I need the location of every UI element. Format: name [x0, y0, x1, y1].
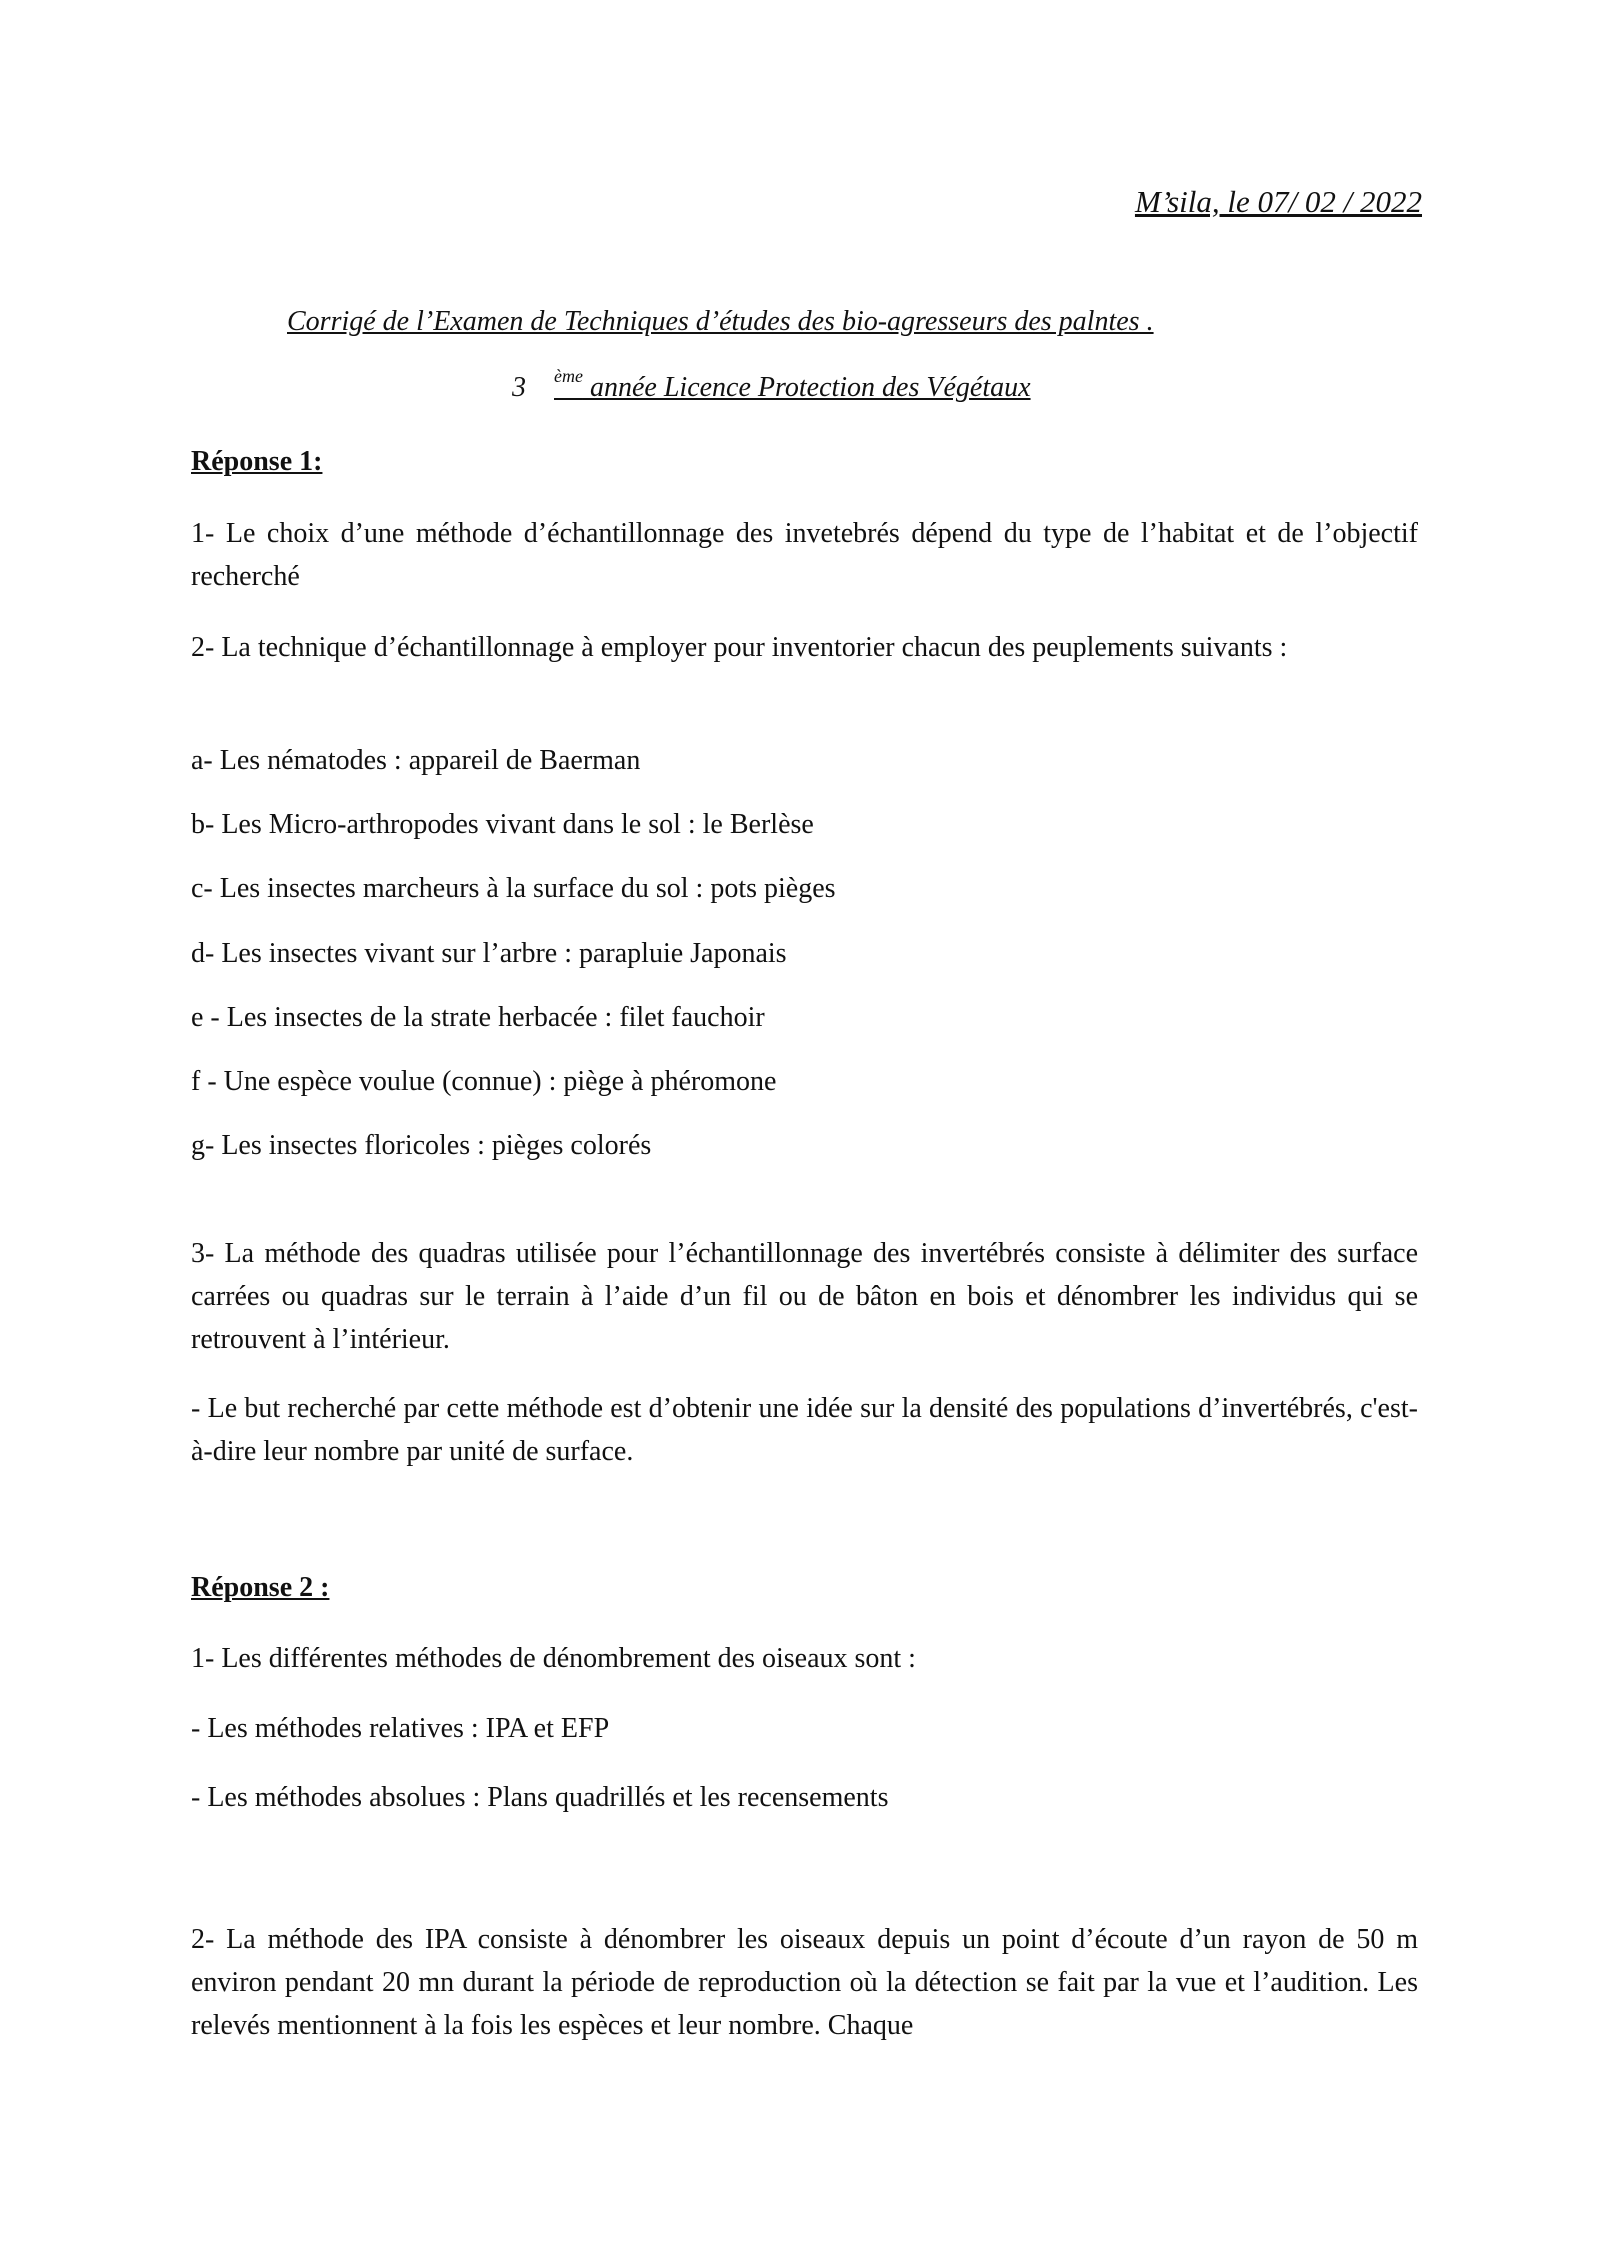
- list-item-d: d- Les insectes vivant sur l’arbre : parapluie Japonais: [191, 938, 787, 969]
- answer-1-paragraph-3: 3- La méthode des quadras utilisée pour l’échantillonnage des invertébrés consiste à délimiter des surface carrées ou quadras sur le terrain à l’aide d’un fil ou de bâton en bois et dénombrer les individus qui se retrouvent à l’intérieur.: [191, 1238, 1418, 1355]
- answer-2-paragraph-1: 1- Les différentes méthodes de dénombrement des oiseaux sont :: [191, 1643, 916, 1674]
- subtitle-year-number: 3: [512, 372, 526, 403]
- section-heading-reponse-1: Réponse 1:: [191, 446, 323, 477]
- answer-1-paragraph-4: - Le but recherché par cette méthode est d’obtenir une idée sur la densité des populations d’invertébrés, c'est-à-dire leur nombre par unité de surface.: [191, 1393, 1418, 1467]
- subtitle-program-text: année Licence Protection des Végétaux: [582, 372, 1031, 403]
- list-item-e: e - Les insectes de la strate herbacée : filet fauchoir: [191, 1002, 765, 1033]
- document-subtitle: [512, 366, 1031, 404]
- answer-1-paragraph-1: 1- Le choix d’une méthode d’échantillonnage des invetebrés dépend du type de l’habitat et de l’objectif recherché: [191, 518, 1418, 592]
- list-item-c: c- Les insectes marcheurs à la surface du sol : pots pièges: [191, 873, 836, 904]
- document-title: Corrigé de l’Examen de Techniques d’études des bio-agresseurs des palntes .: [287, 306, 1154, 337]
- answer-2-relative-methods: - Les méthodes relatives : IPA et EFP: [191, 1713, 610, 1744]
- list-item-b: b- Les Micro-arthropodes vivant dans le sol : le Berlèse: [191, 809, 814, 840]
- subtitle-superscript: ème: [554, 366, 583, 386]
- list-item-f: f - Une espèce voulue (connue) : piège à phéromone: [191, 1066, 777, 1097]
- answer-2-absolute-methods: - Les méthodes absolues : Plans quadrillés et les recensements: [191, 1782, 889, 1813]
- list-item-g: g- Les insectes floricoles : pièges colorés: [191, 1130, 652, 1161]
- document-date: M’sila, le 07/ 02 / 2022: [1134, 184, 1422, 219]
- subtitle-program: [554, 366, 1031, 403]
- answer-1-paragraph-2: 2- La technique d’échantillonnage à employer pour inventorier chacun des peuplements suivants :: [191, 632, 1288, 663]
- section-heading-reponse-2: Réponse 2 :: [191, 1572, 330, 1603]
- list-item-a: a- Les nématodes : appareil de Baerman: [191, 745, 641, 776]
- answer-2-paragraph-2: 2- La méthode des IPA consiste à dénombrer les oiseaux depuis un point d’écoute d’un rayon de 50 m environ pendant 20 mn durant la période de reproduction où la détection se fait par la vue et l’audition. Les relevés mentionnent à la fois les espèces et leur nombre. Chaque: [191, 1924, 1418, 2041]
